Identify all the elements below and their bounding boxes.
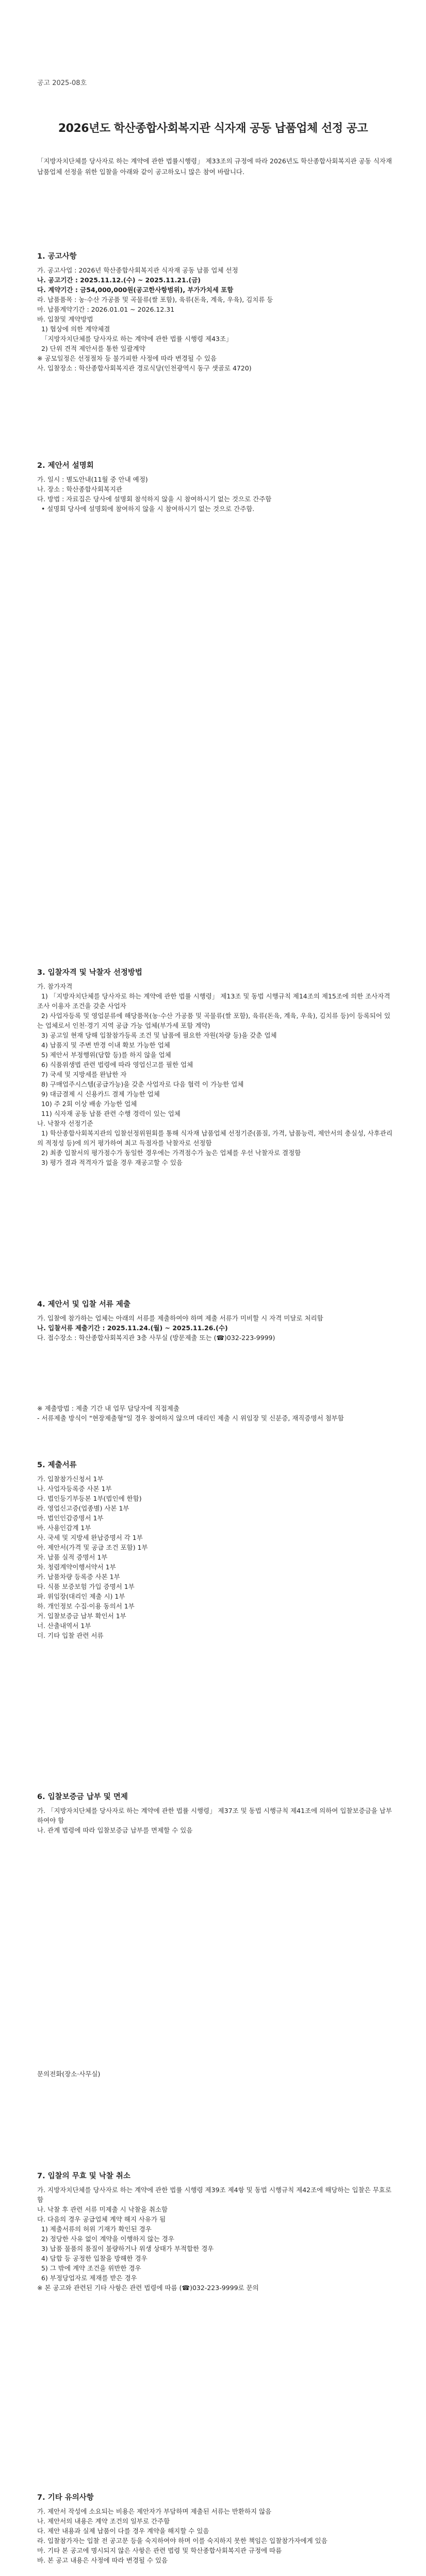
section-heading: 6. 입찰보증금 납부 및 면제 — [37, 1793, 128, 1801]
section-heading: 7. 기타 유의사항 — [37, 2494, 94, 2502]
section-line: 5) 제안서 부정행위(담합 등)를 하지 않을 업체 — [37, 1051, 171, 1059]
contact-note — [37, 2069, 393, 2079]
section-line: 바. 사용인감계 1부 — [37, 1524, 91, 1532]
section-heading: 3. 입찰자격 및 낙찰자 선정방법 — [37, 969, 142, 977]
section-line: 다. 방법 : 자료집은 당사에 설명회 참석하지 않을 시 참여하시기 없는 것으로 간주함 — [37, 495, 272, 503]
section-line: 1) 제출서류의 허위 기재가 확인된 경우 — [37, 2225, 152, 2233]
section-line: 다. 접수장소 : 학산종합사회복지관 3층 사무실 (방문제출 또는 (☎)032-223-9999) — [37, 1334, 275, 1342]
section-line: 사. 국세 및 지방세 완납증명서 각 1부 — [37, 1534, 143, 1541]
section-line: 마. 기타 본 공고에 명시되지 않은 사항은 관련 법령 및 학산종합사회복지관 규정에 따름 — [37, 2547, 282, 2554]
section-line: 바. 입찰및 계약방법 — [37, 315, 93, 323]
section-line: 다. 법인등기부등본 1부(법인에 한함) — [37, 1495, 142, 1502]
section-line: 라. 입찰참가자는 입찰 전 공고문 등을 숙지하여야 하며 이를 숙지하지 못한 책임은 입찰참가자에게 있음 — [37, 2537, 327, 2545]
section-2 — [37, 460, 393, 514]
section-line: 3) 납품 물품의 품질이 불량하거나 위생 상태가 부적합한 경우 — [37, 2245, 214, 2252]
section-line: 나. 관계 법령에 따라 입찰보증금 납부를 면제할 수 있음 — [37, 1826, 193, 1834]
section-line: ※ 공모일정은 선정절차 등 불가피한 사정에 따라 변경될 수 있음 — [37, 354, 217, 362]
section-line: 가. 지방자치단체를 당사자로 하는 계약에 관한 법률 시행령 제39조 제4항 및 동법 시행규칙 제42조에 해당하는 입찰은 무효로 함 — [37, 2186, 394, 2204]
section-8 — [37, 2492, 393, 2565]
section-line: 10) 주 2회 이상 배송 가능한 업체 — [37, 1100, 137, 1108]
section-4 — [37, 1298, 393, 1343]
section-line: 나. 사업자등록증 사본 1부 — [37, 1485, 112, 1493]
section-line: 3) 공고일 현재 당해 입찰참가등록 조건 및 납품에 필요한 자원(차량 등)을 갖춘 업체 — [37, 1031, 277, 1039]
contact-note-text: 문의전화(장소·사무실) — [37, 2070, 101, 2078]
section-heading: 2. 제안서 설명회 — [37, 462, 94, 470]
section-line: 가. 참가자격 — [37, 982, 73, 990]
section-line: 가. 입찰참가신청서 1부 — [37, 1475, 104, 1483]
section-line: 8) 구매업주시스템(공급가능)을 갖춘 사업자로 다음 협력 이 가능한 업체 — [37, 1080, 244, 1088]
section-line: 다. 계약기간 : 금54,000,000원(공고한사항범위), 부가가치세 포함 — [37, 286, 234, 294]
section-line: 7) 국세 및 지방세를 완납한 자 — [37, 1071, 127, 1078]
section-line: 2) 정당한 사유 없이 계약을 이행하지 않는 경우 — [37, 2235, 174, 2243]
section-line: 라. 납품품목 : 농·수산 가공품 및 곡물류(쌀 포함), 육류(돈육, 계육, 우육), 김치류 등 — [37, 296, 273, 303]
section-line: 3) 평가 결과 적격자가 없을 경우 재공고할 수 있음 — [37, 1159, 183, 1166]
section-line: • 설명회 당사에 설명회에 참여하지 않을 시 참여하시기 없는 것으로 간주함. — [37, 505, 255, 513]
section-line: ※ 본 공고와 관련된 기타 사항은 관련 법령에 따름 (☎)032-223-9999로 문의 — [37, 2284, 259, 2292]
section-heading: 5. 제출서류 — [37, 1461, 77, 1469]
submission-note — [37, 1403, 393, 1423]
section-line: 마. 납품계약기간 : 2026.01.01 ~ 2026.12.31 — [37, 306, 175, 313]
notice-number: 공고 2025-08호 — [37, 79, 87, 87]
section-line: 라. 영업신고증(업종별) 사본 1부 — [37, 1504, 129, 1512]
section-line: 4) 담합 등 공정한 입찰을 방해한 경우 — [37, 2255, 148, 2262]
section-6 — [37, 1791, 393, 1835]
section-line: 5) 그 밖에 계약 조건을 위반한 경우 — [37, 2264, 141, 2272]
section-line: 나. 장소 : 학산종합사회복지관 — [37, 485, 123, 493]
section-line: 마. 법인인감증명서 1부 — [37, 1514, 104, 1522]
section-line: 가. 공고사업 : 2026년 학산종합사회복지관 식자재 공동 납품 업체 선정 — [37, 266, 238, 274]
section-5 — [37, 1459, 393, 1640]
section-line: 다. 다음의 경우 공급업체 계약 해지 사유가 됨 — [37, 2215, 166, 2223]
section-line: 2) 사업자등록 및 영업분류에 해당품목(농·수산 가공품 및 곡물류(쌀 포함), 육류(돈육, 계육, 우육), 김치류 등)이 등록되어 있는 업체로서 인천·경기 지역 공급 가능 업체(부가세 포함 계약) — [37, 1012, 390, 1029]
section-line: 가. 입찰에 참가하는 업체는 아래의 서류를 제출하여야 하며 제출 서류가 미비할 시 자격 미달로 처리함 — [37, 1314, 323, 1322]
section-line: 1) 협상에 의한 계약체결 — [37, 325, 110, 333]
section-line: 「지방자치단체를 당사자로 하는 계약에 관한 법률 시행령 제43조」 — [37, 335, 233, 343]
section-heading: 7. 입찰의 무효 및 낙찰 취소 — [37, 2172, 130, 2180]
section-line: 4) 납품지 및 주변 반경 이내 확보 가능한 업체 — [37, 1041, 170, 1049]
section-3 — [37, 967, 393, 1167]
section-line: 6) 부정당업자로 제재를 받은 경우 — [37, 2274, 137, 2282]
section-line: 차. 청렴계약이행서약서 1부 — [37, 1563, 116, 1571]
section-line: 가. 일시 : 별도안내(11월 중 안내 예정) — [37, 476, 148, 483]
page-title: 2026년도 학산종합사회복지관 식자재 공동 납품업체 선정 공고 — [58, 122, 368, 135]
section-line: 6) 식품위생법 관련 법령에 따라 영업신고를 필한 업체 — [37, 1061, 193, 1069]
section-line: 나. 공고기간 : 2025.11.12.(수) ~ 2025.11.21.(금) — [37, 276, 201, 284]
section-line: 2) 단위 견적 제안서를 통한 일괄계약 — [37, 345, 145, 352]
section-line: 사. 입찰장소 : 학산종합사회복지관 경로식당(인천광역시 동구 샛골로 4720) — [37, 364, 252, 372]
section-line: 11) 식자재 공동 납품 관련 수행 경력이 있는 업체 — [37, 1110, 181, 1117]
section-line: 2) 최종 입찰서의 평가점수가 동일한 경우에는 가격점수가 높은 업체를 우선 낙찰자로 결정함 — [37, 1149, 301, 1157]
section-line: 파. 위임장(대리인 제출 시) 1부 — [37, 1592, 125, 1600]
section-line: 하. 개인정보 수집·이용 동의서 1부 — [37, 1602, 135, 1610]
section-line: 다. 제안 내용과 실제 납품이 다를 경우 계약을 해지할 수 있음 — [37, 2527, 209, 2535]
section-line: 나. 입찰서류 제출기간 : 2025.11.24.(월) ~ 2025.11.26.(수) — [37, 1324, 228, 1332]
section-line: 자. 납품 실적 증명서 1부 — [37, 1553, 108, 1561]
section-line: 1) 학산종합사회복지관의 입찰선정위원회를 통해 식자재 납품업체 선정기준(품질, 가격, 납품능력, 제안서의 충실성, 사후관리의 적정성 등)에 의거 평가하여 최고 득점자를 낙찰자로 선정함 — [37, 1129, 393, 1147]
section-heading: 4. 제안서 및 입찰 서류 제출 — [37, 1300, 130, 1309]
section-heading: 1. 공고사항 — [37, 252, 77, 261]
section-line: 타. 식품 보증보험 가입 증명서 1부 — [37, 1583, 135, 1590]
section-line: 바. 본 공고 내용은 사정에 따라 변경될 수 있음 — [37, 2556, 168, 2564]
section-line: 아. 제안서(가격 및 공급 조건 포함) 1부 — [37, 1544, 148, 1551]
section-line: 거. 입찰보증금 납부 확인서 1부 — [37, 1612, 126, 1620]
section-line: 나. 낙찰자 선정기준 — [37, 1120, 93, 1127]
section-line: 가. 제안서 작성에 소요되는 비용은 제안자가 부담하며 제출된 서류는 반환하지 않음 — [37, 2507, 272, 2515]
section-line: 카. 납품차량 등록증 사본 1부 — [37, 1573, 120, 1581]
intro-paragraph: 「지방자치단체를 당사자로 하는 계약에 관한 법률시행령」 제33조의 규정에 따라 2026년도 학산종합사회복지관 공동 식자재 납품업체 선정을 위한 입찰을 아래와 같이 공고하오니 많은 참여 바랍니다. — [37, 157, 392, 176]
section-line: 더. 기타 입찰 관련 서류 — [37, 1632, 104, 1639]
section-line: 나. 낙찰 후 관련 서류 미제출 시 낙찰을 취소함 — [37, 2206, 168, 2213]
submission-note-line: ※ 제출방법 : 제출 기간 내 업무 담당자에 직접제출 — [37, 1404, 179, 1412]
section-line: 나. 제안서의 내용은 계약 조건의 일부로 간주함 — [37, 2517, 170, 2525]
section-line: 1) 「지방자치단체를 당사자로 하는 계약에 관한 법률 시행령」 제13조 및 동법 시행규칙 제14조의 제15조에 의한 조사자격조사 이용자 조건을 갖춘 사업자 — [37, 992, 390, 1010]
section-7 — [37, 2170, 393, 2293]
section-line: 9) 대금결제 시 신용카드 결제 가능한 업체 — [37, 1090, 160, 1098]
submission-note-line: - 서류제출 방식이 "현장제출형"일 경우 참여하지 않으며 대리인 제출 시 위임장 및 신분증, 재직증명서 첨부함 — [37, 1414, 344, 1422]
section-line: 가. 「지방자치단체를 당사자로 하는 계약에 관한 법률 시행령」 제37조 및 동법 시행규칙 제41조에 의하여 입찰보증금을 납부하여야 함 — [37, 1807, 392, 1824]
section-1 — [37, 250, 393, 373]
section-line: 너. 산출내역서 1부 — [37, 1622, 91, 1630]
